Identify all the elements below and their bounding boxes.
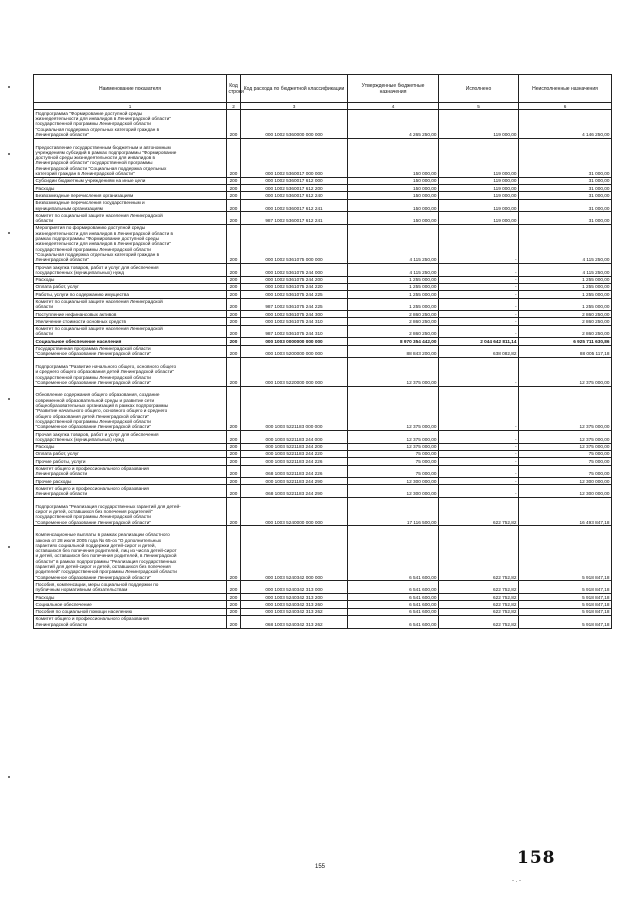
table-row [34, 276, 612, 283]
row-name: Прочая закупка товаров, работ и услуг для обеспечения государственных (муниципальных) нужд [34, 431, 227, 444]
table-row [34, 298, 612, 311]
table-row [34, 224, 612, 263]
row-line-code: 200 [227, 450, 241, 457]
row-unexecuted: 6 925 711 630,86 [519, 338, 612, 345]
row-line-code: 200 [227, 338, 241, 345]
row-budget-code: 000 1003 5240342 313 200 [241, 594, 348, 601]
row-unexecuted: 1 255 000,00 [519, 291, 612, 298]
row-line-code: 200 [227, 291, 241, 298]
row-budget-code: 000 1003 5221183 244 290 [241, 478, 348, 485]
row-name: Комитет по социальной защите населения Ленинградской области [34, 212, 227, 225]
row-line-code: 200 [227, 431, 241, 444]
row-approved: 1 255 000,00 [348, 298, 439, 311]
row-budget-code: 000 1002 5361075 244 000 [241, 264, 348, 277]
row-budget-code: 987 1002 5361075 244 310 [241, 325, 348, 338]
row-unexecuted: 12 300 000,00 [519, 478, 612, 485]
row-approved: 6 541 600,00 [348, 581, 439, 594]
row-approved: 12 300 000,00 [348, 478, 439, 485]
row-unexecuted: 31 000,00 [519, 192, 612, 199]
table-row [34, 345, 612, 358]
row-line-code: 200 [227, 212, 241, 225]
table-row [34, 485, 612, 498]
row-line-code: 200 [227, 298, 241, 311]
scan-dot [8, 153, 10, 155]
row-name: Оплата работ, услуг [34, 450, 227, 457]
row-line-code: 200 [227, 443, 241, 450]
table-row [34, 443, 612, 450]
row-budget-code: 068 1003 5221183 244 290 [241, 485, 348, 498]
column-index: 3 [241, 103, 348, 110]
row-unexecuted: 5 918 847,18 [519, 615, 612, 628]
row-executed: - [439, 478, 519, 485]
row-executed: - [439, 358, 519, 386]
row-unexecuted: 12 300 000,00 [519, 485, 612, 498]
table-row [34, 465, 612, 478]
row-budget-code: 068 1003 5221183 244 226 [241, 465, 348, 478]
row-executed: - [439, 443, 519, 450]
row-budget-code: 068 1003 5240342 313 262 [241, 615, 348, 628]
row-unexecuted: 5 918 847,18 [519, 594, 612, 601]
table-row [34, 199, 612, 212]
row-executed: - [439, 276, 519, 283]
row-name: Работы, услуги по содержанию имущества [34, 291, 227, 298]
row-line-code: 200 [227, 283, 241, 290]
row-name: Комитет общего и профессионального образования Ленинградской области [34, 465, 227, 478]
row-budget-code: 000 1002 5361075 244 200 [241, 276, 348, 283]
row-name: Социальное обеспечение населения [34, 338, 227, 345]
row-approved: 6 541 600,00 [348, 601, 439, 608]
table-body [34, 110, 612, 628]
row-unexecuted: 4 115 250,00 [519, 264, 612, 277]
table-header-row [34, 75, 612, 103]
row-line-code: 200 [227, 615, 241, 628]
row-executed: - [439, 311, 519, 318]
row-name: Подпрограмма "Развитие начального общего, основного общего и среднего общего образования детей Ленинградской области" государственной программы Ленинградской области "Современное образование Ленинградской области" [34, 358, 227, 386]
row-executed: - [439, 298, 519, 311]
scan-dot [8, 232, 10, 234]
row-name: Комитет общего и профессионального образования Ленинградской области [34, 485, 227, 498]
row-line-code: 200 [227, 485, 241, 498]
row-name: Расходы [34, 443, 227, 450]
row-approved: 75 000,00 [348, 458, 439, 465]
row-line-code: 200 [227, 498, 241, 526]
row-line-code: 200 [227, 601, 241, 608]
row-executed: - [439, 264, 519, 277]
table-row [34, 431, 612, 444]
row-line-code: 200 [227, 264, 241, 277]
row-unexecuted: 2 860 250,00 [519, 325, 612, 338]
row-executed: 119 000,00 [439, 138, 519, 177]
row-approved: 6 541 600,00 [348, 526, 439, 581]
table-row [34, 601, 612, 608]
table-row [34, 450, 612, 457]
row-executed: - [439, 431, 519, 444]
row-approved: 12 375 000,00 [348, 386, 439, 430]
row-approved: 88 843 200,00 [348, 345, 439, 358]
table-row [34, 478, 612, 485]
scan-dot [8, 546, 10, 548]
row-unexecuted: 5 918 847,18 [519, 581, 612, 594]
row-name: Компенсационные выплаты в рамках реализации областного закона от 28 июля 2005 года № 65-оз "О дополнительных гарантиях социальной поддержки детей-сирот и детей, оставшихся без попечения родителей, лиц из числа детей-сирот и детей, оставшихся без попечения родителей, в Ленинградской области" в рамках подпрограммы "Реализация государственных гарантий для детей-сирот и детей, оставшихся без попечения родителей" государственной программы Ленинградской области "Современное образование Ленинградской области" [34, 526, 227, 581]
row-approved: 2 860 250,00 [348, 318, 439, 325]
row-approved: 75 000,00 [348, 450, 439, 457]
row-unexecuted: 1 255 000,00 [519, 298, 612, 311]
table-row [34, 615, 612, 628]
row-budget-code: 000 1002 5360017 612 241 [241, 199, 348, 212]
column-index: 4 [348, 103, 439, 110]
row-budget-code: 987 1002 5360017 612 241 [241, 212, 348, 225]
row-unexecuted: 31 000,00 [519, 177, 612, 184]
row-executed: - [439, 465, 519, 478]
row-name: Комитет по социальной защите населения Ленинградской области [34, 325, 227, 338]
table-row [34, 338, 612, 345]
row-executed: 638 082,82 [439, 345, 519, 358]
row-executed: 119 000,00 [439, 177, 519, 184]
column-index: 1 [34, 103, 227, 110]
row-unexecuted: 75 000,00 [519, 458, 612, 465]
row-line-code: 200 [227, 192, 241, 199]
row-budget-code: 000 1002 5361075 244 225 [241, 291, 348, 298]
table-row [34, 311, 612, 318]
row-unexecuted: 31 000,00 [519, 185, 612, 192]
row-budget-code: 000 1002 5360000 000 000 [241, 110, 348, 138]
table-row [34, 177, 612, 184]
row-line-code: 200 [227, 138, 241, 177]
table-row [34, 192, 612, 199]
row-budget-code: 000 1002 5361075 244 310 [241, 318, 348, 325]
row-approved: 150 000,00 [348, 177, 439, 184]
row-budget-code: 000 1003 5220000 000 000 [241, 358, 348, 386]
table-row [34, 283, 612, 290]
header-budget-code: Код расхода по бюджетной классификации [241, 75, 348, 103]
row-approved: 4 115 250,00 [348, 264, 439, 277]
row-executed: - [439, 485, 519, 498]
header-line-code: Код строки [227, 75, 241, 103]
table-row [34, 264, 612, 277]
row-line-code: 200 [227, 177, 241, 184]
row-name: Оплата работ, услуг [34, 283, 227, 290]
row-unexecuted: 2 860 250,00 [519, 318, 612, 325]
row-line-code: 200 [227, 594, 241, 601]
row-approved: 150 000,00 [348, 185, 439, 192]
row-unexecuted: 16 493 847,18 [519, 498, 612, 526]
row-budget-code: 000 1002 5360017 612 200 [241, 185, 348, 192]
row-approved: 12 375 000,00 [348, 358, 439, 386]
table-row [34, 110, 612, 138]
row-executed: - [439, 224, 519, 263]
column-index: 2 [227, 103, 241, 110]
row-executed: - [439, 458, 519, 465]
row-executed: 119 000,00 [439, 199, 519, 212]
row-unexecuted: 4 115 250,00 [519, 224, 612, 263]
row-approved: 150 000,00 [348, 138, 439, 177]
row-approved: 150 000,00 [348, 192, 439, 199]
row-line-code: 200 [227, 110, 241, 138]
table-row [34, 185, 612, 192]
page-number: 155 [314, 864, 325, 870]
row-name: Расходы [34, 276, 227, 283]
row-budget-code: 000 1003 5240342 313 262 [241, 608, 348, 615]
row-line-code: 200 [227, 465, 241, 478]
row-budget-code: 000 1003 5240000 000 000 [241, 498, 348, 526]
row-approved: 150 000,00 [348, 212, 439, 225]
header-unexecuted: Неисполненные назначения [519, 75, 612, 103]
row-executed: 2 044 642 811,14 [439, 338, 519, 345]
row-executed: 622 752,82 [439, 615, 519, 628]
row-unexecuted: 88 005 117,18 [519, 345, 612, 358]
row-line-code: 200 [227, 311, 241, 318]
row-approved: 1 255 000,00 [348, 283, 439, 290]
column-index: 6 [519, 103, 612, 110]
table-row [34, 458, 612, 465]
row-line-code: 200 [227, 478, 241, 485]
row-approved: 12 375 000,00 [348, 443, 439, 450]
row-executed: 622 752,82 [439, 526, 519, 581]
row-executed: 622 752,82 [439, 594, 519, 601]
column-index-row [34, 103, 612, 110]
row-name: Мероприятия по формированию доступной среды жизнедеятельности для инвалидов в Ленинградской области в рамках подпрограммы "Формирование доступной среды жизнедеятельности для инвалидов в Ленинградской области" государственной программы Ленинградской области "Социальная поддержка отдельных категорий граждан в Ленинградской области" [34, 224, 227, 263]
row-unexecuted: 1 255 000,00 [519, 276, 612, 283]
row-approved: 4 265 250,00 [348, 110, 439, 138]
table-row [34, 581, 612, 594]
row-approved: 6 541 600,00 [348, 594, 439, 601]
row-name: Поступление нефинансовых активов [34, 311, 227, 318]
row-unexecuted: 75 000,00 [519, 465, 612, 478]
row-unexecuted: 12 375 000,00 [519, 431, 612, 444]
row-approved: 12 300 000,00 [348, 485, 439, 498]
row-approved: 2 860 250,00 [348, 311, 439, 318]
row-executed: 119 000,00 [439, 110, 519, 138]
row-unexecuted: 12 375 000,00 [519, 443, 612, 450]
row-executed: 622 752,82 [439, 608, 519, 615]
row-budget-code: 000 1003 5221183 244 220 [241, 450, 348, 457]
row-approved: 8 970 354 442,00 [348, 338, 439, 345]
row-approved: 1 255 000,00 [348, 276, 439, 283]
budget-execution-table [33, 74, 612, 629]
row-budget-code: 000 1002 5361075 000 000 [241, 224, 348, 263]
row-executed: 622 752,82 [439, 498, 519, 526]
header-executed: Исполнено [439, 75, 519, 103]
scan-dot [8, 776, 10, 778]
row-line-code: 200 [227, 224, 241, 263]
table-row [34, 318, 612, 325]
row-line-code: 200 [227, 325, 241, 338]
row-budget-code: 000 1003 0000000 000 000 [241, 338, 348, 345]
row-line-code: 200 [227, 318, 241, 325]
row-executed: 119 000,00 [439, 185, 519, 192]
row-name: Комитет общего и профессионального образования Ленинградской области [34, 615, 227, 628]
scan-dot [8, 398, 10, 400]
table-row [34, 386, 612, 430]
row-name: Предоставление государственным бюджетным и автономным учреждениям субсидий в рамках подпрограммы "Формирование доступной среды жизнедеятельности для инвалидов в Ленинградской области" государственной программы Ленинградской области "Социальная поддержка отдельных категорий граждан в Ленинградской области" [34, 138, 227, 177]
row-line-code: 200 [227, 526, 241, 581]
row-budget-code: 000 1003 5240342 000 000 [241, 526, 348, 581]
row-name: Подпрограмма "Реализация государственных гарантий для детей- сирот и детей, оставшихся без попечения родителей" государственной программы Ленинградской области "Современное образование Ленинградской области" [34, 498, 227, 526]
table-row [34, 608, 612, 615]
row-approved: 4 115 250,00 [348, 224, 439, 263]
row-executed: - [439, 450, 519, 457]
row-approved: 12 375 000,00 [348, 431, 439, 444]
row-executed: - [439, 386, 519, 430]
row-executed: - [439, 318, 519, 325]
row-unexecuted: 2 860 250,00 [519, 311, 612, 318]
row-budget-code: 000 1002 5360017 612 000 [241, 177, 348, 184]
row-unexecuted: 5 918 847,18 [519, 526, 612, 581]
stamp-number: 158 [517, 848, 556, 868]
row-budget-code: 000 1003 5221183 244 200 [241, 443, 348, 450]
row-line-code: 200 [227, 581, 241, 594]
row-name: Расходы [34, 185, 227, 192]
row-approved: 150 000,00 [348, 199, 439, 212]
row-executed: - [439, 291, 519, 298]
row-name: Подпрограмма "Формирование доступной среды жизнедеятельности для инвалидов в Ленинградской области" государственной программы Ленинградской области "Социальная поддержка отдельных категорий граждан в Ленинградской области" [34, 110, 227, 138]
row-name: Субсидии бюджетным учреждениям на иные цели [34, 177, 227, 184]
row-budget-code: 000 1003 5240342 313 260 [241, 601, 348, 608]
row-executed: 119 000,00 [439, 192, 519, 199]
row-budget-code: 000 1003 5200000 000 000 [241, 345, 348, 358]
row-unexecuted: 31 000,00 [519, 199, 612, 212]
row-approved: 2 860 250,00 [348, 325, 439, 338]
table-row [34, 358, 612, 386]
row-unexecuted: 4 146 250,00 [519, 110, 612, 138]
row-name: Расходы [34, 594, 227, 601]
row-budget-code: 000 1002 5360017 000 000 [241, 138, 348, 177]
table-row [34, 498, 612, 526]
row-line-code: 200 [227, 345, 241, 358]
row-budget-code: 000 1003 5221183 244 000 [241, 431, 348, 444]
row-name: Увеличение стоимости основных средств [34, 318, 227, 325]
row-name: Государственная программа Ленинградской области "Современное образование Ленинградской области" [34, 345, 227, 358]
row-line-code: 200 [227, 276, 241, 283]
row-line-code: 200 [227, 358, 241, 386]
row-line-code: 200 [227, 386, 241, 430]
row-budget-code: 000 1003 5240342 313 000 [241, 581, 348, 594]
row-executed: - [439, 325, 519, 338]
row-line-code: 200 [227, 199, 241, 212]
row-line-code: 200 [227, 185, 241, 192]
row-executed: - [439, 283, 519, 290]
row-name: Пособия, компенсации, меры социальной поддержки по публичным нормативным обязательствам [34, 581, 227, 594]
stamp-mark: - . - [512, 878, 521, 884]
row-budget-code: 000 1003 5221183 244 226 [241, 458, 348, 465]
row-budget-code: 987 1002 5361075 244 225 [241, 298, 348, 311]
row-unexecuted: 12 375 000,00 [519, 386, 612, 430]
row-line-code: 200 [227, 608, 241, 615]
header-approved: Утвержденные бюджетные назначения [348, 75, 439, 103]
row-unexecuted: 12 375 000,00 [519, 358, 612, 386]
row-name: Прочие расходы [34, 478, 227, 485]
table-row [34, 138, 612, 177]
row-line-code: 200 [227, 458, 241, 465]
row-executed: 119 000,00 [439, 212, 519, 225]
row-approved: 6 541 600,00 [348, 615, 439, 628]
row-name: Безвозмездные перечисления организациям [34, 192, 227, 199]
row-approved: 6 541 600,00 [348, 608, 439, 615]
row-budget-code: 000 1003 5221183 000 000 [241, 386, 348, 430]
row-approved: 1 255 000,00 [348, 291, 439, 298]
row-approved: 17 116 500,00 [348, 498, 439, 526]
header-name: Наименование показателя [34, 75, 227, 103]
table-row [34, 291, 612, 298]
table-row [34, 325, 612, 338]
table-row [34, 212, 612, 225]
row-budget-code: 000 1002 5360017 612 240 [241, 192, 348, 199]
table-row [34, 526, 612, 581]
row-budget-code: 000 1002 5361075 244 220 [241, 283, 348, 290]
report-sheet [33, 74, 611, 629]
row-unexecuted: 75 000,00 [519, 450, 612, 457]
row-name: Социальное обеспечение [34, 601, 227, 608]
row-unexecuted: 31 000,00 [519, 212, 612, 225]
row-name: Прочие работы, услуги [34, 458, 227, 465]
row-unexecuted: 5 918 847,18 [519, 608, 612, 615]
row-name: Комитет по социальной защите населения Ленинградской области [34, 298, 227, 311]
row-unexecuted: 31 000,00 [519, 138, 612, 177]
table-row [34, 594, 612, 601]
row-name: Безвозмездные перечисления государственным и муниципальным организациям [34, 199, 227, 212]
scan-dot [8, 86, 10, 88]
row-name: Прочая закупка товаров, работ и услуг для обеспечения государственных (муниципальных) нужд [34, 264, 227, 277]
row-executed: 622 752,82 [439, 601, 519, 608]
row-unexecuted: 5 918 847,18 [519, 601, 612, 608]
column-index: 5 [439, 103, 519, 110]
row-executed: 622 752,82 [439, 581, 519, 594]
row-budget-code: 000 1002 5361075 244 300 [241, 311, 348, 318]
row-approved: 75 000,00 [348, 465, 439, 478]
row-name: Пособия по социальной помощи населению [34, 608, 227, 615]
row-unexecuted: 1 255 000,00 [519, 283, 612, 290]
row-name: Обновление содержания общего образования, создание современной образовательной среды и развитие сети общеобразовательных организаций в рамках подпрограммы "Развитие начального общего, основного общего и среднего общего образования детей Ленинградской области" государственной программы Ленинградской области "Современное образование Ленинградской области" [34, 386, 227, 430]
